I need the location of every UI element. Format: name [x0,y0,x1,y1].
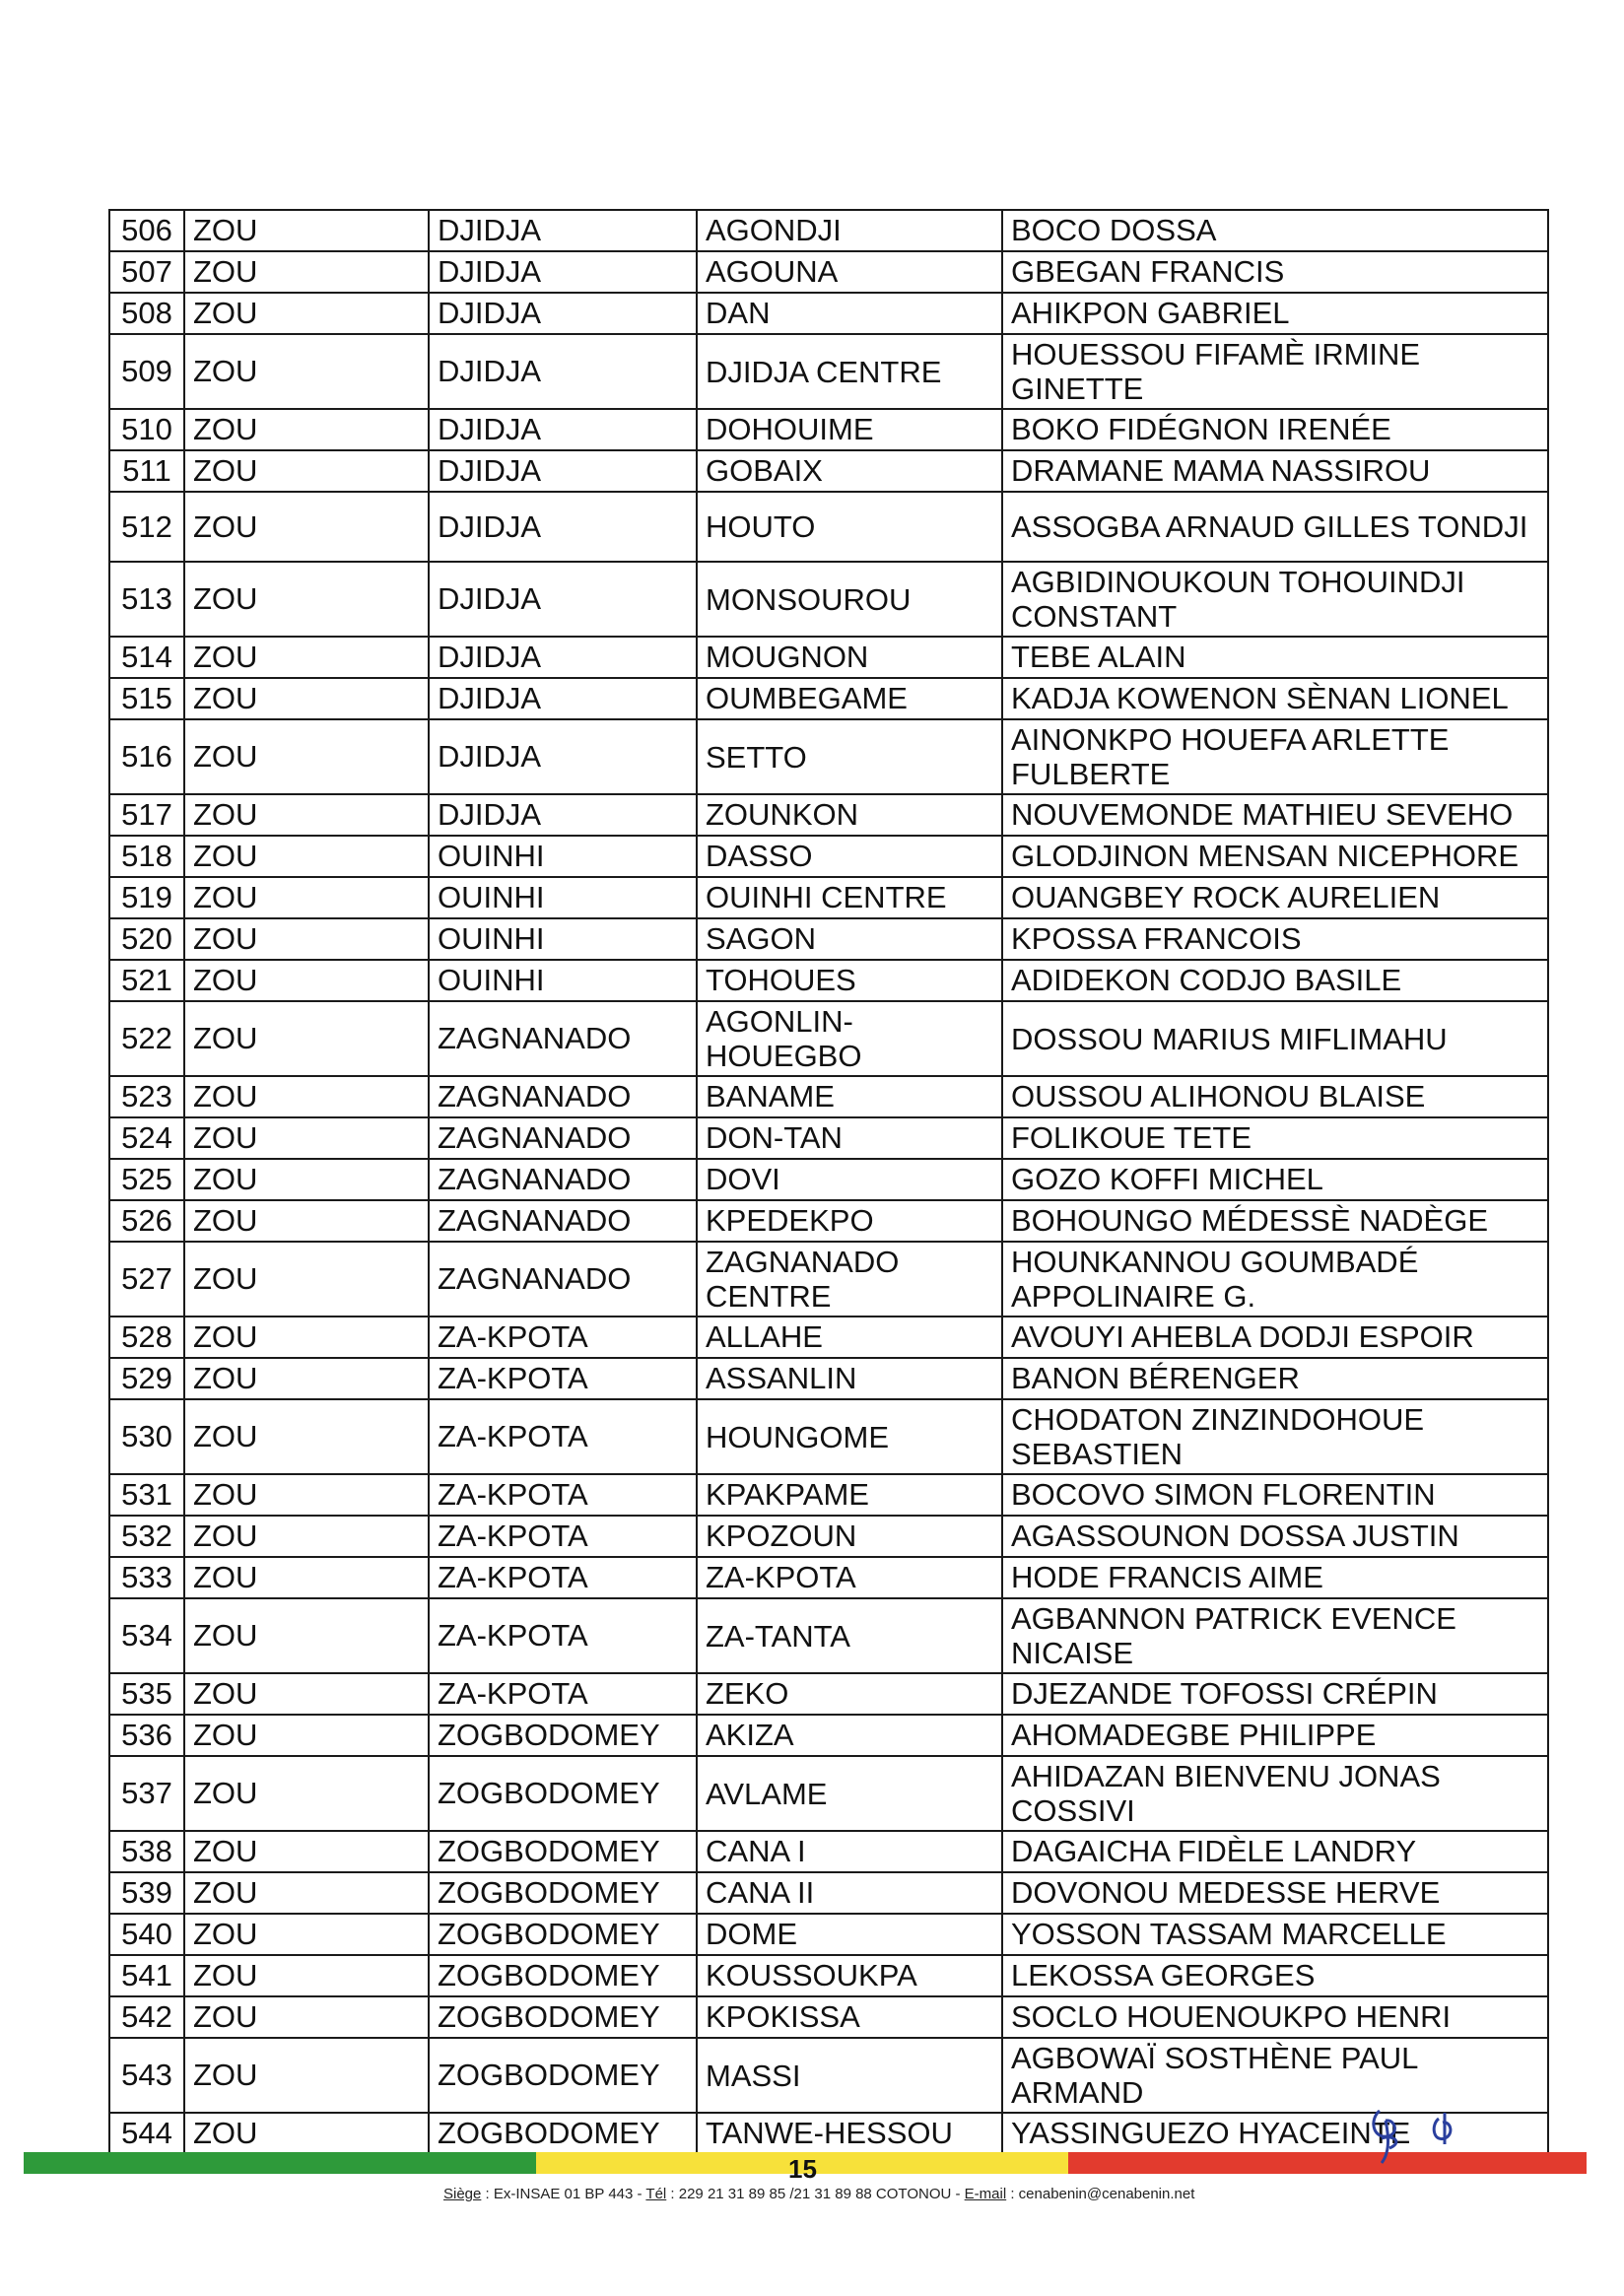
department-cell: ZOU [184,492,429,562]
name-cell: DJEZANDE TOFOSSI CRÉPIN [1002,1673,1548,1715]
row-number-cell: 538 [109,1831,184,1872]
commune-cell: ZOGBODOMEY [429,1831,697,1872]
department-cell: ZOU [184,2038,429,2113]
scan-edge-marks [0,0,20,256]
table-row [109,1996,1548,2038]
department-cell: ZOU [184,1242,429,1317]
table-row [109,1358,1548,1399]
commune-cell: ZA-KPOTA [429,1557,697,1598]
arrondissement-cell: DON-TAN [697,1117,1002,1159]
name-cell: AGBANNON PATRICK EVENCE NICAISE [1002,1598,1548,1673]
row-number-cell: 523 [109,1076,184,1117]
department-cell: ZOU [184,1516,429,1557]
commune-cell: ZAGNANADO [429,1159,697,1200]
row-number-cell: 536 [109,1715,184,1756]
name-cell: DAGAICHA FIDÈLE LANDRY [1002,1831,1548,1872]
table-row [109,1117,1548,1159]
table-row [109,1914,1548,1955]
commune-cell: DJIDJA [429,450,697,492]
commune-cell: ZAGNANADO [429,1001,697,1076]
arrondissement-cell: SAGON [697,918,1002,960]
page-number: 15 [788,2154,817,2184]
department-cell: ZOU [184,1001,429,1076]
table-row [109,1557,1548,1598]
arrondissement-cell: KPAKPAME [697,1474,1002,1516]
row-number-cell: 516 [109,719,184,794]
row-number-cell: 527 [109,1242,184,1317]
row-number-cell: 529 [109,1358,184,1399]
department-cell: ZOU [184,877,429,918]
arrondissement-cell: GOBAIX [697,450,1002,492]
department-cell: ZOU [184,1831,429,1872]
arrondissement-cell: KPOKISSA [697,1996,1002,2038]
name-cell: BANON BÉRENGER [1002,1358,1548,1399]
commune-cell: ZOGBODOMEY [429,1996,697,2038]
arrondissement-cell: OUINHI CENTRE [697,877,1002,918]
table-row [109,1242,1548,1317]
row-number-cell: 524 [109,1117,184,1159]
department-cell: ZOU [184,637,429,678]
row-number-cell: 543 [109,2038,184,2113]
row-number-cell: 509 [109,334,184,409]
department-cell: ZOU [184,1673,429,1715]
name-cell: LEKOSSA GEORGES [1002,1955,1548,1996]
footer-tel: : 229 21 31 89 85 /21 31 89 88 COTONOU - [666,2186,965,2202]
table-row [109,1673,1548,1715]
footer-email-label: E-mail [964,2186,1007,2202]
commune-cell: ZOGBODOMEY [429,2113,697,2154]
table-row [109,1955,1548,1996]
table-row [109,877,1548,918]
row-number-cell: 510 [109,409,184,450]
arrondissement-cell: DJIDJA CENTRE [697,334,1002,409]
arrondissement-cell: ZAGNANADO CENTRE [697,1242,1002,1317]
name-cell: AGASSOUNON DOSSA JUSTIN [1002,1516,1548,1557]
department-cell: ZOU [184,1358,429,1399]
arrondissement-cell: SETTO [697,719,1002,794]
arrondissement-cell: ZEKO [697,1673,1002,1715]
arrondissement-cell: CANA I [697,1831,1002,1872]
table-row [109,1474,1548,1516]
department-cell: ZOU [184,1159,429,1200]
row-number-cell: 542 [109,1996,184,2038]
footer-tel-label: Tél [645,2186,667,2202]
row-number-cell: 531 [109,1474,184,1516]
table-row [109,1317,1548,1358]
department-cell: ZOU [184,1996,429,2038]
department-cell: ZOU [184,1076,429,1117]
table-row [109,1516,1548,1557]
department-cell: ZOU [184,562,429,637]
arrondissement-cell: TANWE-HESSOU [697,2113,1002,2154]
name-cell: DOSSOU MARIUS MIFLIMAHU [1002,1001,1548,1076]
commune-cell: DJIDJA [429,794,697,836]
department-cell: ZOU [184,960,429,1001]
arrondissement-cell: DAN [697,293,1002,334]
table-row [109,293,1548,334]
name-cell: CHODATON ZINZINDOHOUE SEBASTIEN [1002,1399,1548,1474]
department-cell: ZOU [184,1200,429,1242]
arrondissement-cell: AKIZA [697,1715,1002,1756]
arrondissement-cell: ZA-TANTA [697,1598,1002,1673]
table-body [109,210,1548,2154]
name-cell: AHIKPON GABRIEL [1002,293,1548,334]
table-row [109,1159,1548,1200]
commune-cell: DJIDJA [429,719,697,794]
table-row [109,2113,1548,2154]
commune-cell: ZA-KPOTA [429,1317,697,1358]
commune-cell: DJIDJA [429,293,697,334]
table-row [109,562,1548,637]
commune-cell: DJIDJA [429,334,697,409]
row-number-cell: 522 [109,1001,184,1076]
row-number-cell: 513 [109,562,184,637]
commune-cell: ZAGNANADO [429,1200,697,1242]
name-cell: BOCO DOSSA [1002,210,1548,251]
name-cell: BOKO FIDÉGNON IRENÉE [1002,409,1548,450]
handwritten-initials-signature [1360,2099,1478,2168]
row-number-cell: 540 [109,1914,184,1955]
row-number-cell: 506 [109,210,184,251]
table-row [109,794,1548,836]
department-cell: ZOU [184,450,429,492]
arrondissement-cell: DOME [697,1914,1002,1955]
arrondissement-cell: ZOUNKON [697,794,1002,836]
arrondissement-cell: HOUNGOME [697,1399,1002,1474]
commune-cell: ZOGBODOMEY [429,1955,697,1996]
department-cell: ZOU [184,334,429,409]
department-cell: ZOU [184,293,429,334]
commune-cell: OUINHI [429,960,697,1001]
table-row [109,409,1548,450]
arrondissement-cell: MASSI [697,2038,1002,2113]
arrondissement-cell: MONSOUROU [697,562,1002,637]
department-cell: ZOU [184,2113,429,2154]
department-cell: ZOU [184,836,429,877]
name-cell: GOZO KOFFI MICHEL [1002,1159,1548,1200]
row-number-cell: 528 [109,1317,184,1358]
commune-cell: ZAGNANADO [429,1076,697,1117]
row-number-cell: 515 [109,678,184,719]
name-cell: ADIDEKON CODJO BASILE [1002,960,1548,1001]
arrondissement-cell: KPOZOUN [697,1516,1002,1557]
department-cell: ZOU [184,1598,429,1673]
arrondissement-cell: CANA II [697,1872,1002,1914]
commune-cell: ZA-KPOTA [429,1516,697,1557]
row-number-cell: 544 [109,2113,184,2154]
name-cell: KADJA KOWENON SÈNAN LIONEL [1002,678,1548,719]
name-cell: NOUVEMONDE MATHIEU SEVEHO [1002,794,1548,836]
commune-cell: ZOGBODOMEY [429,1715,697,1756]
name-cell: TEBE ALAIN [1002,637,1548,678]
row-number-cell: 518 [109,836,184,877]
name-cell: SOCLO HOUENOUKPO HENRI [1002,1996,1548,2038]
table-row [109,1001,1548,1076]
name-cell: DOVONOU MEDESSE HERVE [1002,1872,1548,1914]
commune-cell: DJIDJA [429,637,697,678]
arrondissement-cell: BANAME [697,1076,1002,1117]
name-cell: DRAMANE MAMA NASSIROU [1002,450,1548,492]
department-cell: ZOU [184,210,429,251]
name-cell: KPOSSA FRANCOIS [1002,918,1548,960]
arrondissement-cell: DOVI [697,1159,1002,1200]
row-number-cell: 520 [109,918,184,960]
department-cell: ZOU [184,918,429,960]
row-number-cell: 511 [109,450,184,492]
table-row [109,1715,1548,1756]
table-row [109,719,1548,794]
arrondissement-cell: DOHOUIME [697,409,1002,450]
table-row [109,1598,1548,1673]
commune-cell: ZAGNANADO [429,1117,697,1159]
row-number-cell: 530 [109,1399,184,1474]
arrondissement-cell: KOUSSOUKPA [697,1955,1002,1996]
table-row [109,1756,1548,1831]
department-cell: ZOU [184,1399,429,1474]
table-row [109,210,1548,251]
commune-cell: DJIDJA [429,678,697,719]
row-number-cell: 532 [109,1516,184,1557]
commune-cell: ZOGBODOMEY [429,1756,697,1831]
row-number-cell: 541 [109,1955,184,1996]
name-cell: BOCOVO SIMON FLORENTIN [1002,1474,1548,1516]
department-cell: ZOU [184,251,429,293]
table-row [109,334,1548,409]
table-row [109,1831,1548,1872]
row-number-cell: 539 [109,1872,184,1914]
name-cell: BOHOUNGO MÉDESSÈ NADÈGE [1002,1200,1548,1242]
footer-email: : cenabenin@cenabenin.net [1006,2186,1195,2202]
arrondissement-cell: OUMBEGAME [697,678,1002,719]
name-cell: FOLIKOUE TETE [1002,1117,1548,1159]
department-cell: ZOU [184,1557,429,1598]
name-cell: GLODJINON MENSAN NICEPHORE [1002,836,1548,877]
row-number-cell: 521 [109,960,184,1001]
name-cell: OUANGBEY ROCK AURELIEN [1002,877,1548,918]
department-cell: ZOU [184,1474,429,1516]
row-number-cell: 508 [109,293,184,334]
name-cell: AHOMADEGBE PHILIPPE [1002,1715,1548,1756]
arrondissement-cell: AGONLIN-HOUEGBO [697,1001,1002,1076]
results-table [108,209,1549,2155]
department-cell: ZOU [184,719,429,794]
name-cell: YOSSON TASSAM MARCELLE [1002,1914,1548,1955]
row-number-cell: 537 [109,1756,184,1831]
table-row [109,918,1548,960]
commune-cell: ZA-KPOTA [429,1358,697,1399]
name-cell: HODE FRANCIS AIME [1002,1557,1548,1598]
commune-cell: OUINHI [429,836,697,877]
name-cell: AHIDAZAN BIENVENU JONAS COSSIVI [1002,1756,1548,1831]
department-cell: ZOU [184,1117,429,1159]
department-cell: ZOU [184,1715,429,1756]
name-cell: AGBOWAÏ SOSTHÈNE PAUL ARMAND [1002,2038,1548,2113]
name-cell: AVOUYI AHEBLA DODJI ESPOIR [1002,1317,1548,1358]
table-row [109,1200,1548,1242]
department-cell: ZOU [184,1914,429,1955]
arrondissement-cell: ALLAHE [697,1317,1002,1358]
commune-cell: DJIDJA [429,251,697,293]
department-cell: ZOU [184,409,429,450]
row-number-cell: 507 [109,251,184,293]
table-row [109,1076,1548,1117]
arrondissement-cell: TOHOUES [697,960,1002,1001]
commune-cell: ZA-KPOTA [429,1474,697,1516]
table-row [109,836,1548,877]
row-number-cell: 517 [109,794,184,836]
arrondissement-cell: ZA-KPOTA [697,1557,1002,1598]
flag-bar-red [1068,2152,1587,2174]
commune-cell: DJIDJA [429,562,697,637]
commune-cell: OUINHI [429,877,697,918]
table-row [109,450,1548,492]
row-number-cell: 519 [109,877,184,918]
table-row [109,492,1548,562]
commune-cell: ZA-KPOTA [429,1598,697,1673]
row-number-cell: 512 [109,492,184,562]
department-cell: ZOU [184,1872,429,1914]
arrondissement-cell: AGOUNA [697,251,1002,293]
name-cell: OUSSOU ALIHONOU BLAISE [1002,1076,1548,1117]
name-cell: AINONKPO HOUEFA ARLETTE FULBERTE [1002,719,1548,794]
name-cell: GBEGAN FRANCIS [1002,251,1548,293]
row-number-cell: 526 [109,1200,184,1242]
name-cell: HOUESSOU FIFAMÈ IRMINE GINETTE [1002,334,1548,409]
footer-address: : Ex-INSAE 01 BP 443 - [481,2186,646,2202]
footer-siege-label: Siège [443,2186,482,2202]
department-cell: ZOU [184,794,429,836]
flag-bar-green [24,2152,536,2174]
table-row [109,251,1548,293]
arrondissement-cell: HOUTO [697,492,1002,562]
table-row [109,678,1548,719]
table-row [109,960,1548,1001]
commune-cell: DJIDJA [429,492,697,562]
table-row [109,1872,1548,1914]
row-number-cell: 535 [109,1673,184,1715]
arrondissement-cell: AGONDJI [697,210,1002,251]
arrondissement-cell: ASSANLIN [697,1358,1002,1399]
row-number-cell: 525 [109,1159,184,1200]
department-cell: ZOU [184,1756,429,1831]
name-cell: YASSINGUEZO HYACEINTE [1002,2113,1548,2154]
table-row [109,637,1548,678]
row-number-cell: 514 [109,637,184,678]
commune-cell: ZA-KPOTA [429,1673,697,1715]
arrondissement-cell: DASSO [697,836,1002,877]
row-number-cell: 533 [109,1557,184,1598]
row-number-cell: 534 [109,1598,184,1673]
commune-cell: ZAGNANADO [429,1242,697,1317]
table-row [109,1399,1548,1474]
commune-cell: ZA-KPOTA [429,1399,697,1474]
arrondissement-cell: KPEDEKPO [697,1200,1002,1242]
footer-contact [443,2186,1194,2202]
department-cell: ZOU [184,678,429,719]
name-cell: HOUNKANNOU GOUMBADÉ APPOLINAIRE G. [1002,1242,1548,1317]
department-cell: ZOU [184,1955,429,1996]
arrondissement-cell: AVLAME [697,1756,1002,1831]
commune-cell: ZOGBODOMEY [429,2038,697,2113]
commune-cell: ZOGBODOMEY [429,1872,697,1914]
name-cell: ASSOGBA ARNAUD GILLES TONDJI [1002,492,1548,562]
table-row [109,2038,1548,2113]
commune-cell: OUINHI [429,918,697,960]
commune-cell: DJIDJA [429,210,697,251]
arrondissement-cell: MOUGNON [697,637,1002,678]
commune-cell: DJIDJA [429,409,697,450]
name-cell: AGBIDINOUKOUN TOHOUINDJI CONSTANT [1002,562,1548,637]
department-cell: ZOU [184,1317,429,1358]
commune-cell: ZOGBODOMEY [429,1914,697,1955]
